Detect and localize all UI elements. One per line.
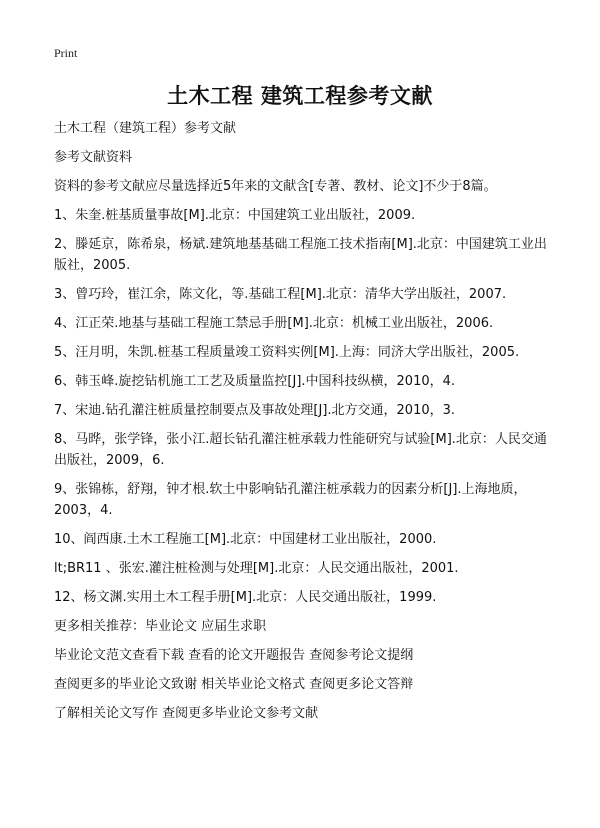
reference-number: 10、 bbox=[54, 532, 84, 547]
reference-item bbox=[54, 284, 554, 305]
related-links-line[interactable]: 查阅更多的毕业论文致谢 相关毕业论文格式 查阅更多论文答辩 bbox=[54, 677, 414, 692]
related-links-line[interactable]: 了解相关论文写作 查阅更多毕业论文参考文献 bbox=[54, 706, 319, 721]
document-subtitle: 土木工程（建筑工程）参考文献 bbox=[54, 121, 237, 136]
related-links bbox=[54, 616, 554, 724]
reference-list bbox=[54, 205, 554, 608]
reference-number: 9、 bbox=[54, 482, 76, 497]
reference-text: 朱奎.桩基质量事故[M].北京：中国建筑工业出版社，2009. bbox=[75, 208, 416, 223]
reference-text: 韩玉峰.旋挖钻机施工工艺及质量监控[J].中国科技纵横，2010，4. bbox=[75, 374, 456, 389]
reference-item bbox=[54, 313, 554, 334]
reference-text: 张宏.灌注桩检测与处理[M].北京：人民交通出版社，2001. bbox=[118, 561, 459, 576]
related-links-line[interactable]: 更多相关推荐：毕业论文 应届生求职 bbox=[54, 619, 267, 634]
reference-text: 杨文渊.实用土木工程手册[M].北京：人民交通出版社，1999. bbox=[83, 590, 437, 605]
intro-paragraph: 资料的参考文献应尽量选择近5年来的文献含[专著、教材、论文]不少于8篇。 bbox=[54, 179, 497, 194]
reference-text: 马晔，张学锋，张小江.超长钻孔灌注桩承载力性能研究与试验[M].北京：人民交通出版社，2009，6. bbox=[54, 432, 547, 468]
reference-item bbox=[54, 205, 554, 226]
reference-item bbox=[54, 234, 554, 276]
reference-number: 7、 bbox=[54, 403, 76, 418]
reference-item bbox=[54, 558, 554, 579]
reference-text: 江正荣.地基与基础工程施工禁忌手册[M].北京：机械工业出版社，2006. bbox=[75, 316, 494, 331]
reference-number: lt;BR11 、 bbox=[54, 561, 119, 576]
reference-text: 汪月明，朱凯.桩基工程质量竣工资料实例[M].上海：同济大学出版社，2005. bbox=[75, 345, 520, 360]
reference-item bbox=[54, 400, 554, 421]
reference-number: 6、 bbox=[54, 374, 76, 389]
reference-text: 曾巧玲，崔江余，陈文化，等.基础工程[M].北京：清华大学出版社，2007. bbox=[75, 287, 507, 302]
page-title: 土木工程 建筑工程参考文献 bbox=[167, 84, 433, 108]
reference-item bbox=[54, 429, 554, 471]
reference-number: 4、 bbox=[54, 316, 76, 331]
reference-number: 3、 bbox=[54, 287, 76, 302]
reference-item bbox=[54, 479, 554, 521]
print-link[interactable]: Print bbox=[54, 46, 78, 60]
reference-item bbox=[54, 587, 554, 608]
reference-text: 张锦栋，舒翔，钟才根.软土中影响钻孔灌注桩承载力的因素分析[J].上海地质，2003，4. bbox=[54, 482, 527, 518]
document-body bbox=[54, 118, 554, 732]
reference-number: 12、 bbox=[54, 590, 84, 605]
reference-item bbox=[54, 371, 554, 392]
reference-item bbox=[54, 529, 554, 550]
reference-number: 1、 bbox=[54, 208, 76, 223]
reference-text: 宋迪.钻孔灌注桩质量控制要点及事故处理[J].北方交通，2010，3. bbox=[75, 403, 456, 418]
reference-number: 5、 bbox=[54, 345, 76, 360]
reference-item bbox=[54, 342, 554, 363]
reference-text: 阎西康.土木工程施工[M].北京：中国建材工业出版社，2000. bbox=[83, 532, 437, 547]
related-links-line[interactable]: 毕业论文范文查看下载 查看的论文开题报告 查阅参考论文提纲 bbox=[54, 648, 414, 663]
reference-text: 滕延京，陈希泉，杨斌.建筑地基基础工程施工技术指南[M].北京：中国建筑工业出版社，2005. bbox=[54, 237, 547, 273]
reference-number: 2、 bbox=[54, 237, 76, 252]
reference-number: 8、 bbox=[54, 432, 76, 447]
section-heading: 参考文献资料 bbox=[54, 150, 133, 165]
